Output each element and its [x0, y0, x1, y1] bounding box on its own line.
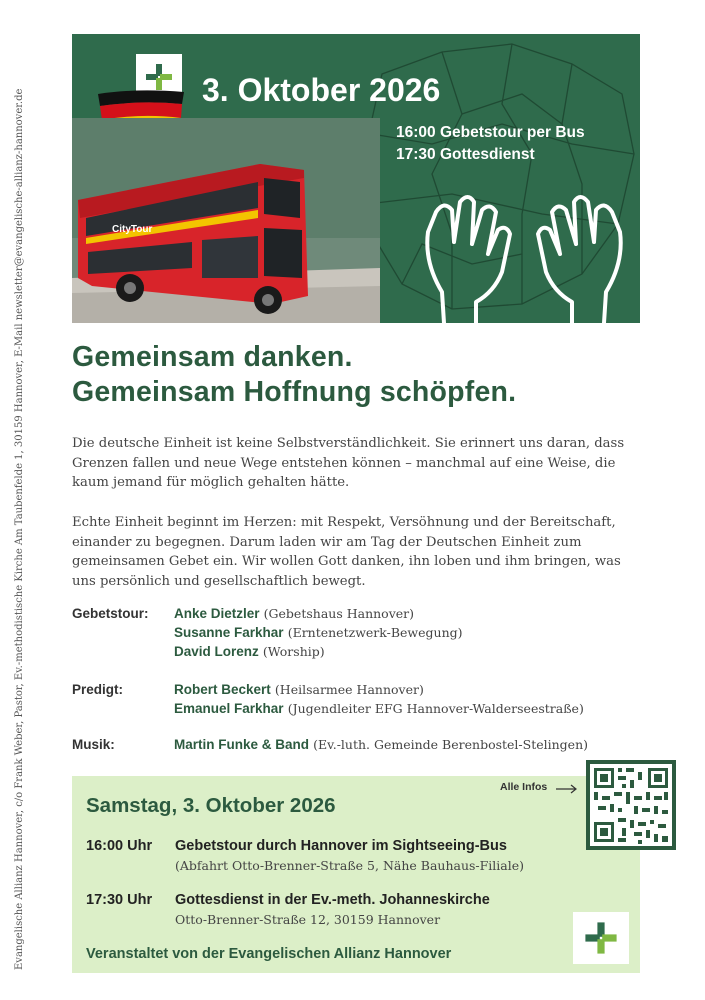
- bus-sign-text: CityTour: [112, 224, 153, 235]
- page-headline: [72, 340, 516, 410]
- person-name: Susanne Farkhar: [174, 625, 284, 640]
- role-label-gebetstour: Gebetstour:: [72, 606, 149, 621]
- event-subtitle: Otto-Brenner-Straße 12, 30159 Hannover: [175, 912, 441, 927]
- person-name: Anke Dietzler: [174, 606, 260, 621]
- banner-time-bus: 16:00 Gebetstour per Bus: [396, 124, 585, 141]
- person-org: (Jugendleiter EFG Hannover-Walderseestraße): [287, 701, 584, 716]
- banner-date: 3. Oktober 2026: [202, 72, 441, 108]
- event-title: Gottesdienst in der Ev.-meth. Johanneskirche: [175, 892, 490, 908]
- organizer-text: Veranstaltet von der Evangelischen Allianz Hannover: [86, 946, 452, 962]
- all-info-label: Alle Infos: [500, 781, 548, 793]
- banner-time-service: 17:30 Gottesdienst: [396, 146, 535, 163]
- role-label-predigt: Predigt:: [72, 682, 124, 697]
- cross-logo-icon: [583, 920, 619, 956]
- person-org: (Ev.-luth. Gemeinde Berenbostel-Stelingen): [313, 737, 589, 752]
- event-date-title: Samstag, 3. Oktober 2026: [86, 794, 336, 817]
- person-org: (Gebetshaus Hannover): [263, 606, 415, 621]
- person-org: (Heilsarmee Hannover): [274, 682, 424, 697]
- role-label-musik: Musik:: [72, 737, 115, 752]
- praying-hands-icon: [414, 182, 634, 323]
- qr-code[interactable]: [586, 760, 676, 850]
- alliance-logo-footer: [573, 912, 629, 964]
- event-time: 17:30 Uhr: [86, 892, 153, 908]
- arrow-right-icon: [556, 784, 578, 794]
- event-time: 16:00 Uhr: [86, 838, 153, 854]
- event-info-box: [72, 776, 640, 973]
- sightseeing-bus-photo: [72, 118, 380, 323]
- hero-banner: [72, 34, 640, 323]
- person-name: Emanuel Farkhar: [174, 701, 284, 716]
- person-name: David Lorenz: [174, 644, 259, 659]
- sidebar-contact-text: Evangelische Allianz Hannover, c/o Frank Weber, Pastor, Ev.-methodistische Kirche Am Taubenfelde 1, 30159 Hannover, E-Mail newsletter@evangelische-allianz-hannover.de: [14, 88, 25, 970]
- event-subtitle: (Abfahrt Otto-Brenner-Straße 5, Nähe Bauhaus-Filiale): [175, 858, 525, 873]
- event-title: Gebetstour durch Hannover im Sightseeing-Bus: [175, 838, 507, 854]
- person-org: (Worship): [262, 644, 325, 659]
- person-org: (Erntenetzwerk-Bewegung): [287, 625, 463, 640]
- headline-line-2: Gemeinsam Hoffnung schöpfen.: [72, 376, 517, 408]
- intro-paragraph: Die deutsche Einheit ist keine Selbstverständlichkeit. Sie erinnert uns daran, dass Grenzen fallen und neue Wege entstehen können – manchmal auf eine Weise, die kaum jemand für möglich gehalten hätte.: [72, 436, 625, 490]
- invitation-paragraph: Echte Einheit beginnt im Herzen: mit Respekt, Versöhnung und der Bereitschaft, einander zu begegnen. Darum laden wir am Tag der Deutschen Einheit zum gemeinsamen Gebet ein. Wir wollen Gott danken, ihn loben und ihm bringen, was uns persönlich und gesellschaftlich bewegt.: [72, 515, 621, 589]
- headline-line-1: Gemeinsam danken.: [72, 341, 353, 373]
- person-name: Robert Beckert: [174, 682, 271, 697]
- person-name: Martin Funke & Band: [174, 737, 310, 752]
